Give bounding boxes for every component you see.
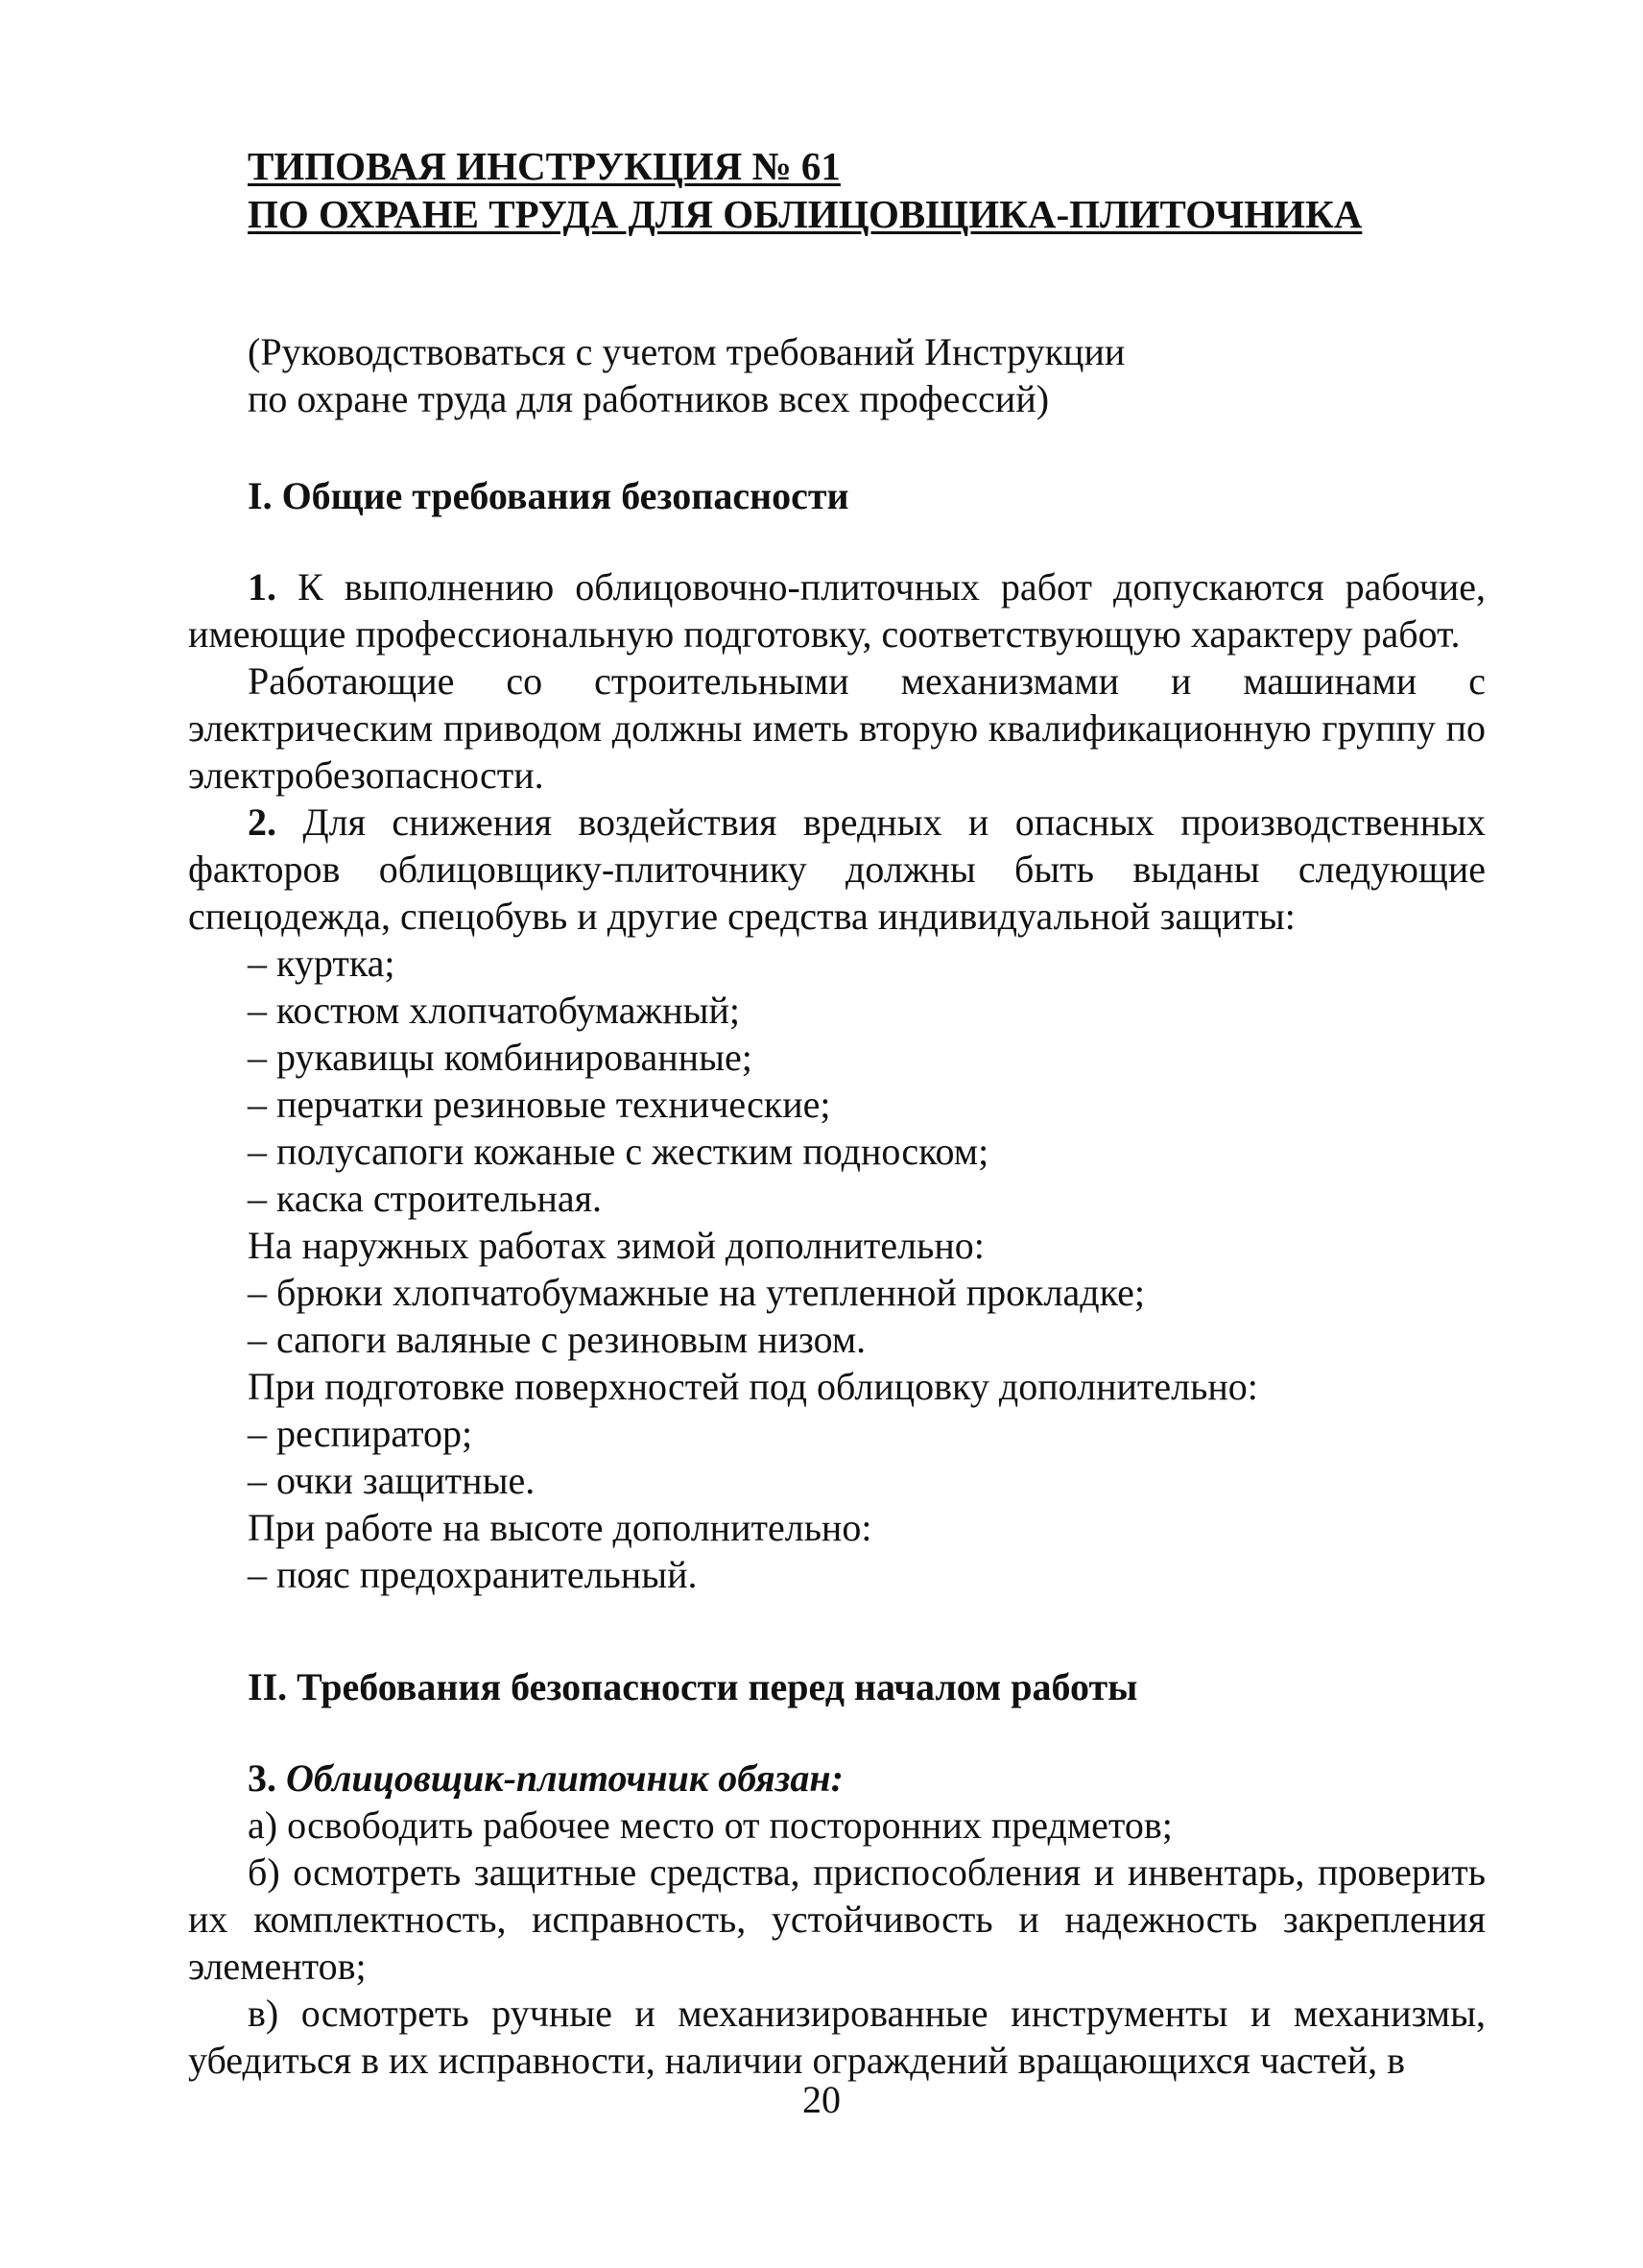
prep-intro: При подготовке поверхностей под облицовку дополнительно: — [248, 1365, 1258, 1408]
item-c: в) осмотреть ручные и механизированные инструменты и механизмы, убедиться в их исправности, наличии ограждений вращающихся частей, в — [188, 1992, 1486, 2082]
title-line-2: ПО ОХРАНЕ ТРУДА ДЛЯ ОБЛИЦОВЩИКА-ПЛИТОЧНИКА — [248, 192, 1363, 236]
paragraph-1 — [188, 563, 1486, 657]
height-intro: При работе на высоте дополнительно: — [248, 1506, 872, 1549]
paragraph-2-text: Для снижения воздействия вредных и опасных производственных факторов облицовщику-плиточнику должны быть выданы следующие спецодежда, спецобувь и другие средства индивидуальной защиты: — [188, 800, 1486, 938]
list-item: – очки защитные. — [248, 1459, 536, 1502]
paragraph-3-number: 3. — [248, 1756, 276, 1800]
paragraph-1-text: К выполнению облицовочно-плиточных работ допускаются рабочие, имеющие профессиональную подготовку, соответствующую характеру работ. — [188, 565, 1486, 656]
paragraph-1-number: 1. — [248, 565, 276, 609]
section-2-heading: II. Требования безопасности перед началом работы — [248, 1665, 1138, 1708]
document-body — [188, 142, 1486, 2084]
list-item: – каска строительная. — [248, 1177, 603, 1220]
page-number: 20 — [802, 2078, 841, 2121]
note-line-1: (Руководствоваться с учетом требований Инструкции — [248, 330, 1126, 373]
list-item: – рукавицы комбинированные; — [248, 1036, 752, 1079]
guidance-note — [248, 328, 1486, 422]
paragraph-2-number: 2. — [248, 800, 276, 844]
list-item: – полусапоги кожаные с жестким подноском; — [248, 1130, 989, 1173]
list-item: – брюки хлопчатобумажные на утепленной прокладке; — [248, 1271, 1145, 1314]
note-line-2: по охране труда для работников всех профессий) — [248, 377, 1050, 420]
document-title — [248, 142, 1486, 238]
list-item: – пояс предохранительный. — [248, 1553, 698, 1596]
title-line-1: ТИПОВАЯ ИНСТРУКЦИЯ № 61 — [248, 144, 841, 188]
winter-intro: На наружных работах зимой дополнительно: — [248, 1224, 985, 1267]
paragraph-3-lead: Облицовщик-плиточник обязан: — [286, 1756, 844, 1800]
list-item: – куртка; — [248, 942, 395, 985]
list-item: – сапоги валяные с резиновым низом. — [248, 1318, 867, 1361]
list-item: – респиратор; — [248, 1412, 473, 1455]
section-1-body — [188, 563, 1486, 1598]
paragraph-1b: Работающие со строительными механизмами и машинами с электрическим приводом должны иметь вторую квалификационную группу по электробезопасности. — [188, 659, 1486, 797]
paragraph-3 — [248, 1755, 1486, 1802]
item-a: а) освободить рабочее место от посторонних предметов; — [248, 1803, 1173, 1847]
list-item: – перчатки резиновые технические; — [248, 1083, 831, 1126]
section-1-heading: I. Общие требования безопасности — [248, 474, 849, 517]
item-b: б) осмотреть защитные средства, приспособления и инвентарь, проверить их комплектность, исправность, устойчивость и надежность закрепления элементов; — [188, 1850, 1486, 1988]
list-item: – костюм хлопчатобумажный; — [248, 989, 740, 1032]
paragraph-2 — [188, 799, 1486, 940]
section-2-body — [188, 1755, 1486, 2084]
